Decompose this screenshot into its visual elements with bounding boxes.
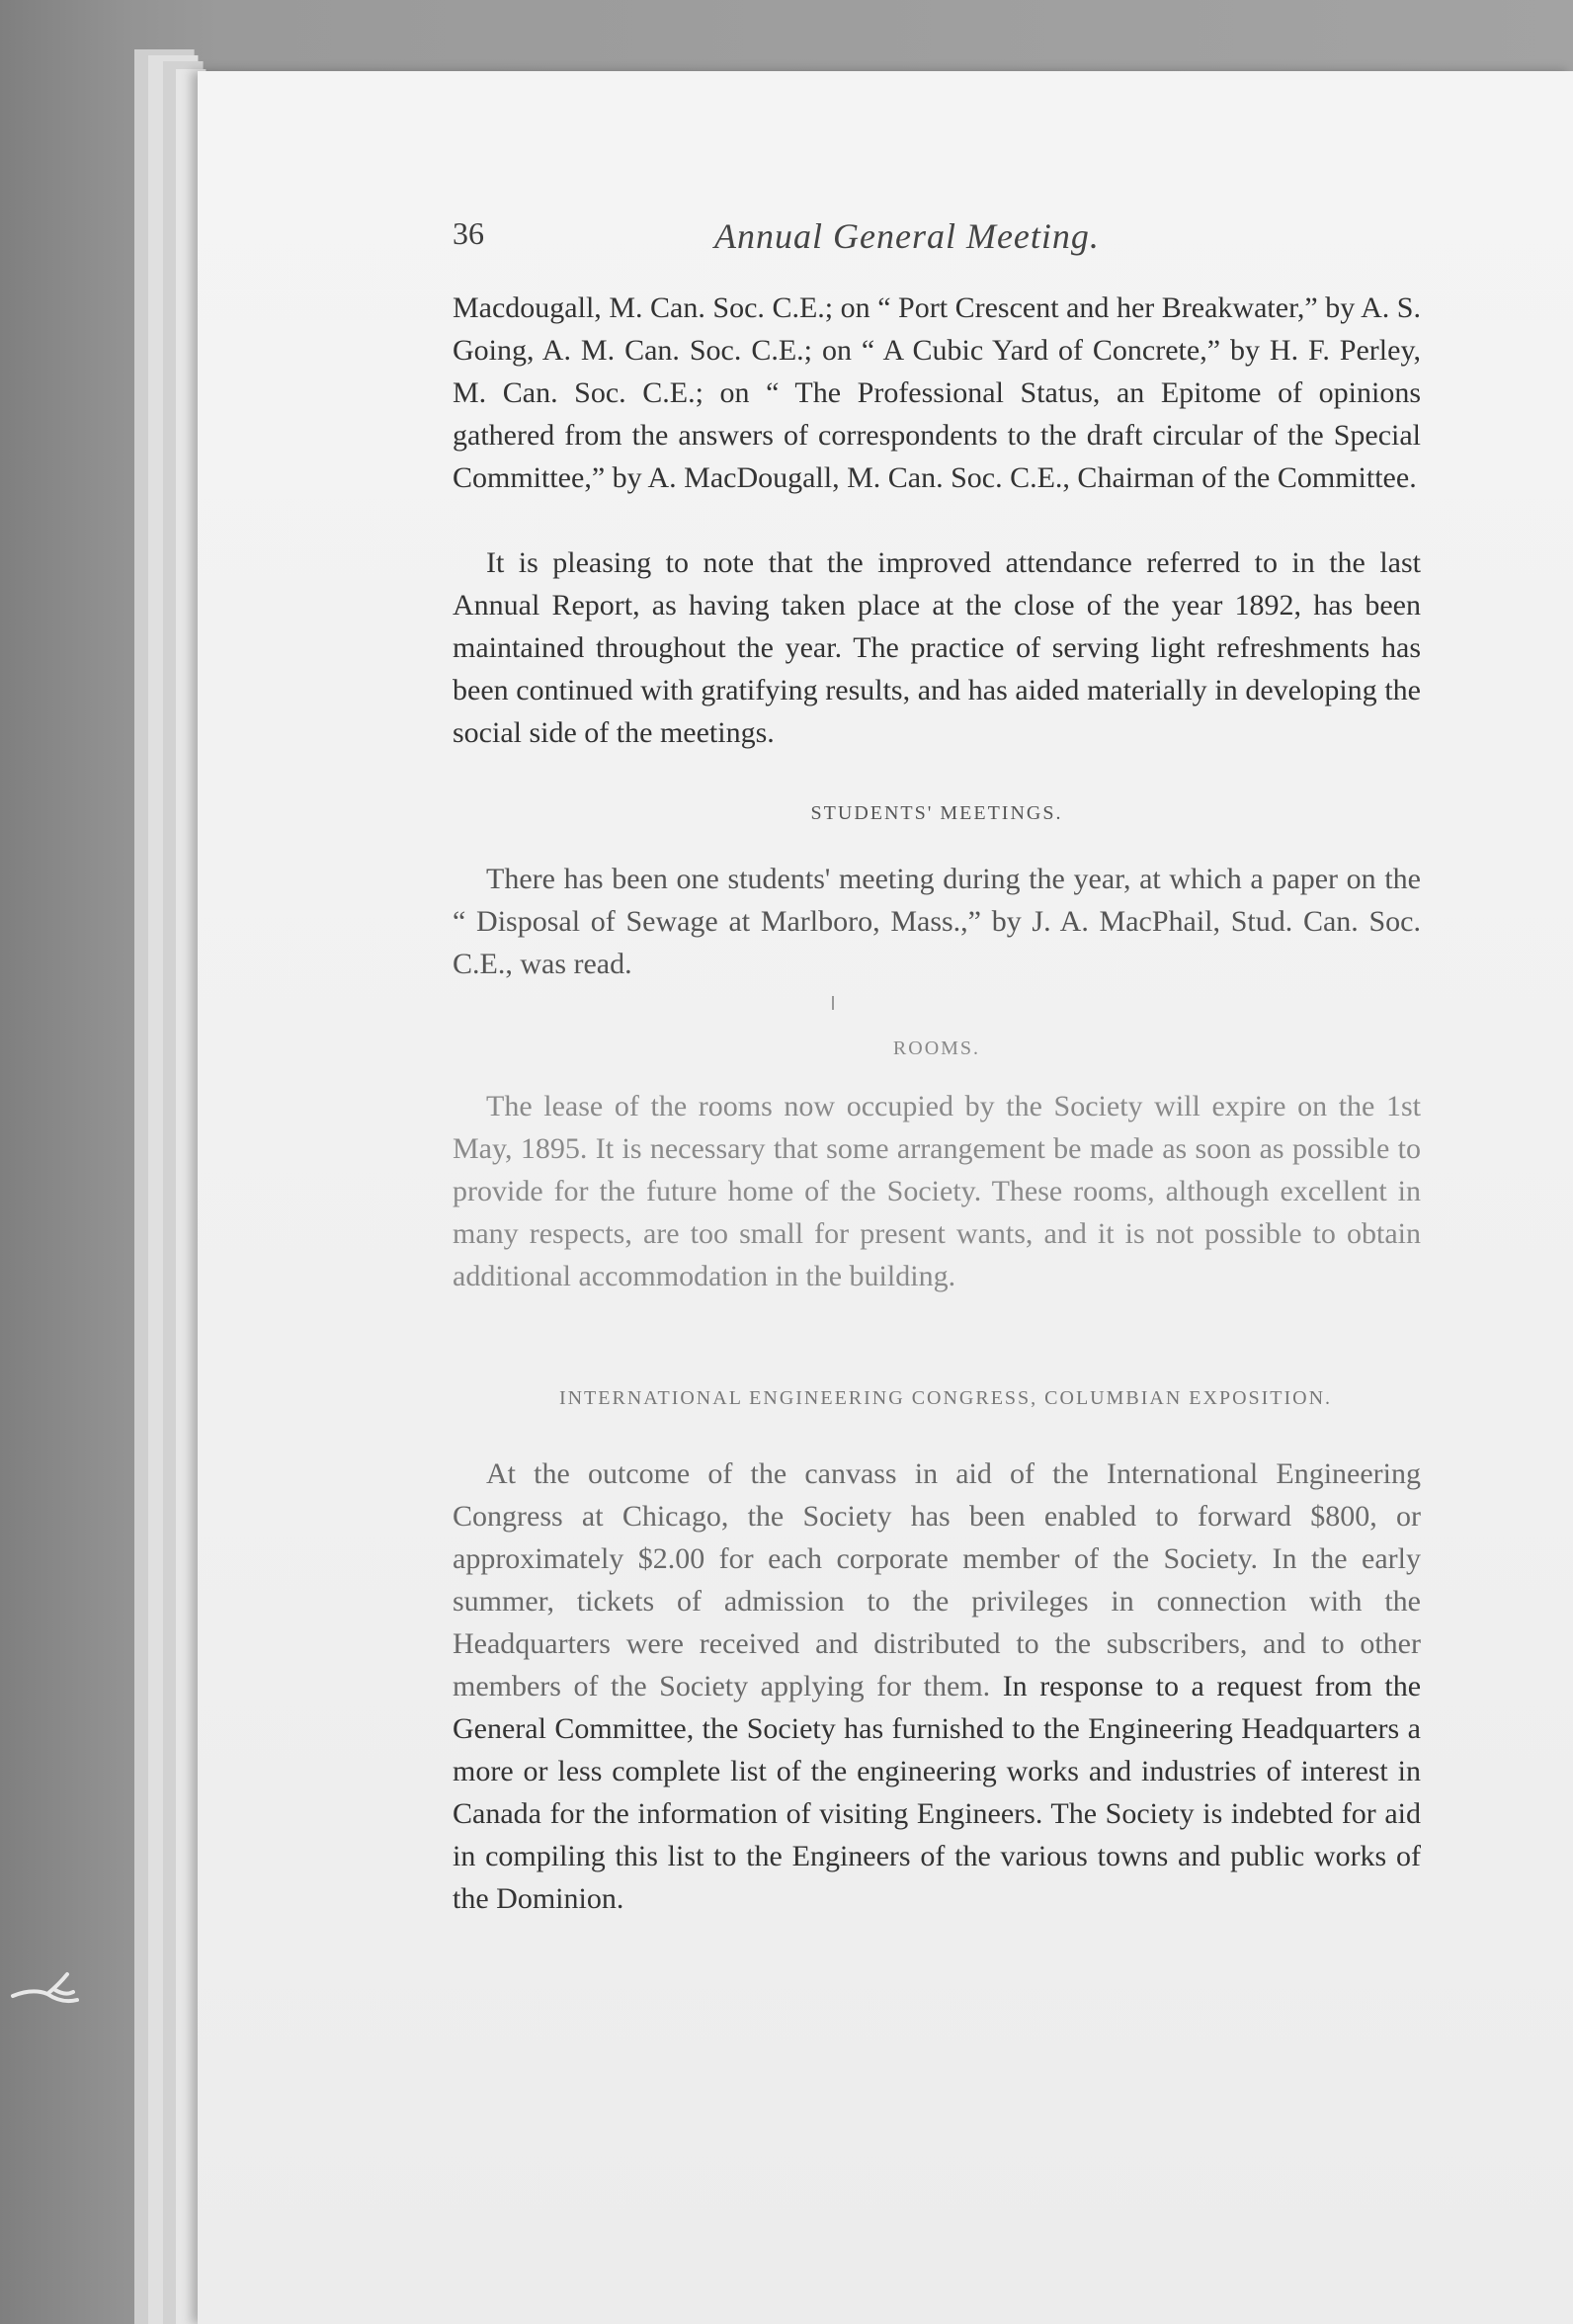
congress-heading: INTERNATIONAL ENGINEERING CONGRESS, COLUMBIAN EXPOSITION.: [558, 1387, 1333, 1409]
students-paragraph: There has been one students' meeting during the year, at which a paper on the “ Disposal of Sewage at Marlboro, Mass.,” by J. A. MacPhail, Stud. Can. Soc. C.E., was read.: [453, 863, 1421, 980]
margin-smudge-icon: [8, 1966, 87, 2016]
students-heading: STUDENTS' MEETINGS.: [810, 802, 1063, 824]
congress-section: [453, 1452, 1421, 1920]
intro-section: [453, 287, 1421, 499]
ink-mark: [832, 996, 834, 1010]
rooms-section: [453, 1085, 1421, 1297]
page-number: 36: [453, 215, 484, 251]
attendance-section: [453, 541, 1421, 754]
congress-paragraph: [453, 1452, 1421, 1920]
running-title: Annual General Meeting.: [714, 216, 1100, 256]
rooms-paragraph: The lease of the rooms now occupied by the Society will expire on the 1st May, 1895. It is necessary that some arrangement be made as soon as possible to provide for the future home of the Society. These rooms, although excellent in many respects, are too small for present wants, and it is not possible to obtain additional accommodation in the building.: [453, 1090, 1421, 1292]
intro-paragraph: Macdougall, M. Can. Soc. C.E.; on “ Port Crescent and her Breakwater,” by A. S. Going, A. M. Can. Soc. C.E.; on “ A Cubic Yard of Concrete,” by H. F. Perley, M. Can. Soc. C.E.; on “ The Professional Status, an Epitome of opinions gathered from the answers of correspondents to the draft circular of the Special Committee,” by A. MacDougall, M. Can. Soc. C.E., Chairman of the Committee.: [453, 291, 1421, 494]
rooms-heading: ROOMS.: [892, 1038, 981, 1059]
congress-paragraph-part-b: In response to a request from the General Committee, the Society has furnished to the Engineering Headquarters a more or less complete list of the engineering works and industries of interest in Canada for the information of visiting Engineers. The Society is indebted for aid in compiling this list to the Engineers of the various towns and public works of the Dominion.: [453, 1670, 1422, 1915]
attendance-paragraph: It is pleasing to note that the improved attendance referred to in the last Annual Report, as having taken place at the close of the year 1892, has been maintained throughout the year. The practice of serving light refreshments has been continued with gratifying results, and has aided materially in developing the social side of the meetings.: [453, 546, 1421, 749]
congress-paragraph-part-a: At the outcome of the canvass in aid of the International Engineering Congress at Chicago, the Society has been enabled to forward $800, or approximately $2.00 for each corporate member of the Society. In the early summer, tickets of admission to the privileges in connection with the Headquarters were received and distributed to the subscribers, and to other members of the Society applying for them.: [453, 1457, 1421, 1702]
running-head: [453, 215, 1421, 265]
students-section: [453, 858, 1421, 985]
